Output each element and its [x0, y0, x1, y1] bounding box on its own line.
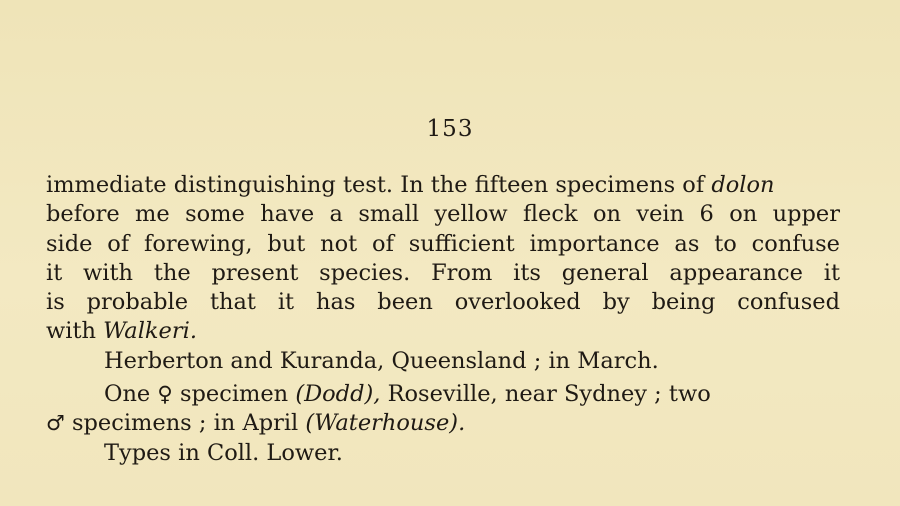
- locality-line: Herberton and Kuranda, Queensland ; in March.: [104, 347, 659, 374]
- text-line-1: [46, 171, 840, 200]
- specimen-text: specimen: [172, 381, 296, 408]
- specimen-line-1: [46, 380, 840, 409]
- text-line-3: side of forewing, but not of sufficient importance as to confuse: [46, 230, 840, 257]
- specimens-april-text: specimens ; in April: [64, 410, 306, 437]
- specimen-place: Roseville, near Sydney ; two: [380, 381, 711, 408]
- text-line-5: is probable that it has been overlooked by being confused: [46, 289, 840, 316]
- species-name-walkeri: Walkeri.: [103, 318, 197, 345]
- page-number: 153: [426, 116, 474, 142]
- collector-dodd: (Dodd),: [295, 381, 381, 408]
- types-line: Types in Coll. Lower.: [104, 439, 343, 466]
- female-symbol-icon: ♀: [157, 382, 173, 407]
- male-symbol-icon: ♂: [46, 411, 65, 436]
- species-name-dolon: dolon: [711, 172, 775, 198]
- text-line-6-main: with: [46, 318, 104, 345]
- collector-waterhouse: (Waterhouse).: [305, 410, 466, 437]
- body-text: [46, 171, 840, 468]
- specimen-line-2: [46, 409, 840, 438]
- text-line-4: it with the present species. From its general appearance it: [46, 259, 840, 286]
- text-line-6: [46, 317, 840, 346]
- specimen-one-text: One: [104, 381, 158, 408]
- text-line-2: before me some have a small yellow fleck on vein 6 on upper: [46, 201, 840, 228]
- text-line-1-main: immediate distinguishing test. In the fifteen specimens of: [46, 172, 712, 198]
